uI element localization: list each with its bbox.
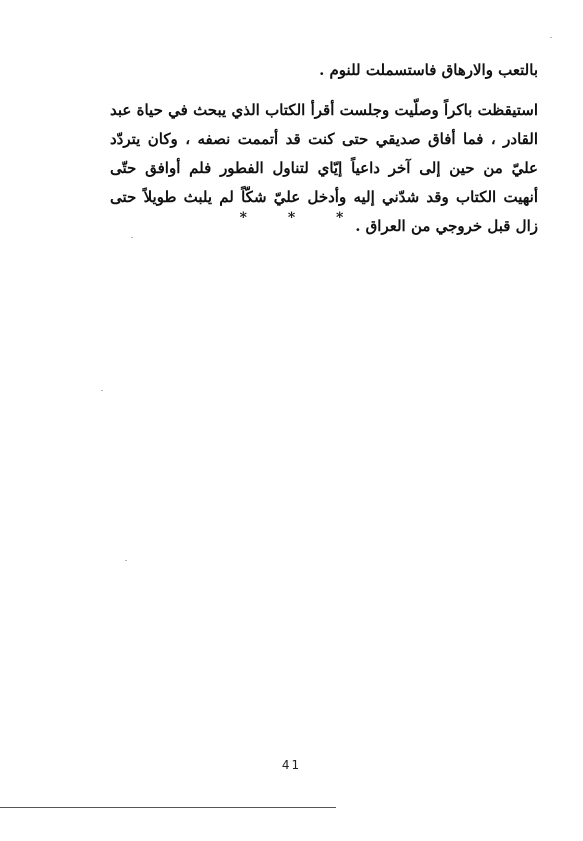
- scan-speck: [550, 37, 552, 38]
- page-number: 41: [281, 758, 302, 772]
- paragraph-text: استيقظت باكراً وصلّيت وجلست أقرأ الكتاب الذي يبحث في حياة عبد القادر ، فما أفاق صديقي حتى كنت قد أتممت نصفه ، وكان يتردّد عليّ من حين إلى آخر داعياً إيّاي لتناول الفطور فلم أوافق حتّى أنهيت الكتاب وقد شدّني إليه وأدخل عليّ شكّاً لم يلبث طويلاً حتى زال قبل خروجي من العراق .: [110, 101, 538, 235]
- bottom-rule: [0, 807, 336, 808]
- scan-speck: [101, 390, 103, 391]
- section-separator: * * *: [239, 210, 362, 226]
- scan-speck: [131, 237, 133, 238]
- paragraph-ending-line: بالتعب والارهاق فاستسملت للنوم .: [319, 61, 538, 79]
- scan-speck: [125, 560, 127, 561]
